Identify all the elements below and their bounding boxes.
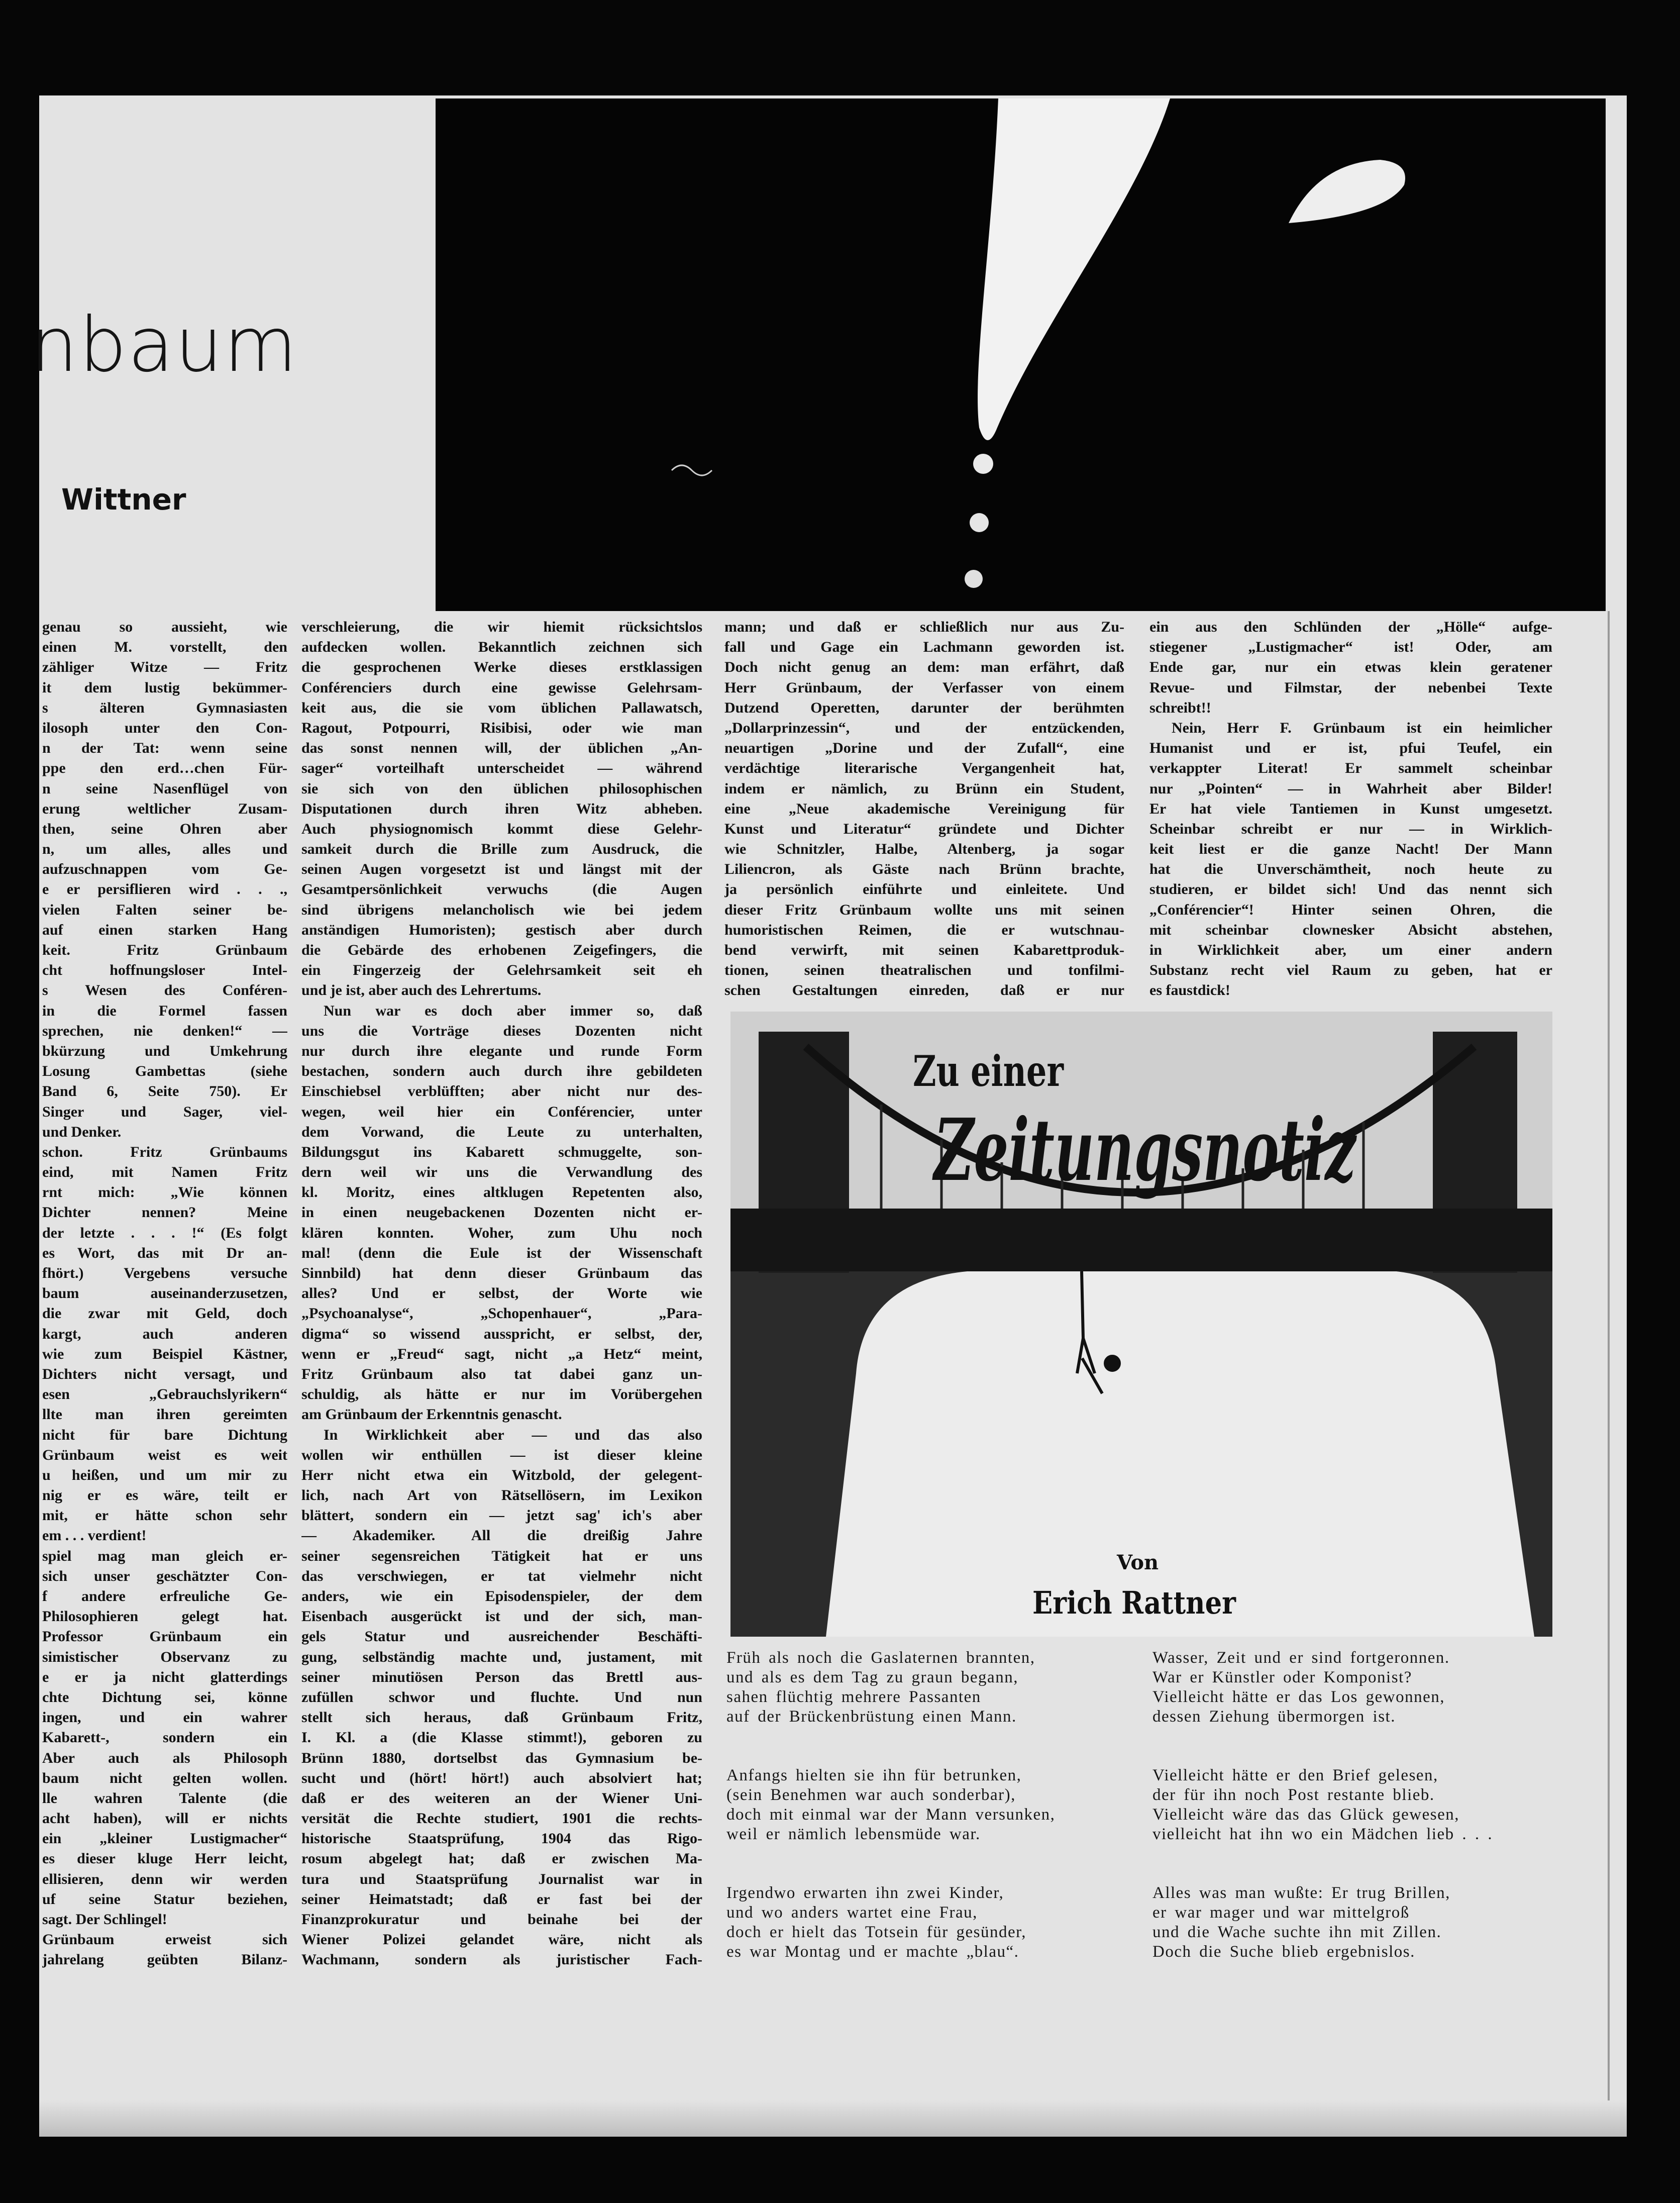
article-text-line: rosum abgelegt hat; daß er zwischen Ma- xyxy=(301,1850,702,1867)
article-text-line: fhört.) Vergebens versuche xyxy=(42,1265,287,1281)
article-text-line: esen „Gebrauchslyrikern“ xyxy=(42,1386,287,1403)
article-text-line: alles? Und er selbst, der Worte wie xyxy=(301,1285,702,1302)
article-text-line: klären konnten. Woher, zum Uhu noch xyxy=(301,1224,702,1241)
article-text-line: Substanz recht viel Raum zu geben, hat er xyxy=(1149,962,1552,979)
article-text-line: bend verwirft, mit seinen Kabarettproduk- xyxy=(724,942,1124,958)
article-text-line: Dichters nicht versagt, und xyxy=(42,1365,287,1382)
article-text-line: in die Formel fassen xyxy=(42,1002,287,1019)
article-text-line: genau so aussieht, wie xyxy=(42,619,287,635)
article-text-line: e er persiflieren wird . . ., xyxy=(42,881,287,898)
poem-line: auf der Brückenbrüstung einen Mann. xyxy=(726,1708,1017,1726)
poem-line: (sein Benehmen war auch sonderbar), xyxy=(726,1786,1016,1804)
article-column-1 xyxy=(42,617,287,1970)
poem-line: War er Künstler oder Komponist? xyxy=(1152,1668,1412,1686)
article-text-line: Herr nicht etwa ein Witzbold, der gelegent- xyxy=(301,1466,702,1483)
river-water xyxy=(826,1270,1534,1637)
portrait-photo xyxy=(436,98,1606,611)
article-text-line: then, seine Ohren aber xyxy=(42,820,287,837)
article-text-line: und Denker. xyxy=(42,1123,122,1140)
article-text-line: „Dollarprinzessin“, und der entzückenden, xyxy=(724,719,1124,736)
article-text-line: lich, nach Art von Rätsellösern, im Lexikon xyxy=(301,1487,702,1504)
poem-line: und als es dem Tag zu graun begann, xyxy=(726,1668,1018,1686)
article-text-line: anders, wie ein Episodenspieler, der dem xyxy=(301,1588,702,1605)
article-text-line: ppe den erd…chen Für- xyxy=(42,760,287,777)
photo-light-shape xyxy=(1289,160,1405,223)
bridge-illustration xyxy=(730,1012,1552,1637)
article-text-line: jahrelang geübten Bilanz- xyxy=(42,1951,287,1968)
article-text-line: keit liest er die ganze Nacht! Der Mann xyxy=(1149,841,1552,858)
article-text-line: Scheinbar schreibt er nur — in Wirklich- xyxy=(1149,820,1552,837)
poem-line: Vielleicht hätte er den Brief gelesen, xyxy=(1152,1766,1438,1784)
article-text-line: indem er nämlich, zu Brünn ein Student, xyxy=(724,780,1124,797)
article-text-line: mit, er hätte schon sehr xyxy=(42,1507,287,1524)
article-text-line: Wachmann, sondern als juristischer Fach- xyxy=(301,1951,702,1968)
article-text-line: Dutzend Operetten, darunter der berühmten xyxy=(724,699,1124,716)
article-text-line: n, um alles, alles und xyxy=(42,841,287,858)
article-text-line: baum auseinanderzusetzen, xyxy=(42,1285,287,1302)
article-text-line: dieser Fritz Grünbaum wollte uns mit seinen xyxy=(724,901,1124,918)
article-text-line: ellisieren, denn wir werden xyxy=(42,1870,287,1887)
poem-line: Früh als noch die Gaslaternen brannten, xyxy=(726,1649,1035,1667)
article-text-line: Herr Grünbaum, der Verfasser von einem xyxy=(724,679,1124,696)
article-text-line: das verschwiegen, er tat vielmehr nicht xyxy=(301,1567,702,1584)
article-text-line: spiel mag man gleich er- xyxy=(42,1547,287,1564)
article-text-line: Revue- und Filmstar, der nebenbei Texte xyxy=(1149,679,1552,696)
article-text-line: Band 6, Seite 750). Er xyxy=(42,1083,287,1100)
article-text-line: schuldig, als hätte er nur im Vorübergehen xyxy=(301,1386,702,1403)
article-column-2 xyxy=(301,617,702,1970)
article-text-line: wegen, weil hier ein Conférencier, unter xyxy=(301,1103,702,1120)
article-text-line: Professor Grünbaum ein xyxy=(42,1628,287,1645)
poem-stanza xyxy=(1152,1883,1493,1962)
article-text-line: in Wirklichkeit aber, um einer andern xyxy=(1149,942,1552,958)
article-text-line: es dieser kluge Herr leicht, xyxy=(42,1850,287,1867)
poem-line: sahen flüchtig mehrere Passanten xyxy=(726,1688,981,1706)
photo-light-dot xyxy=(973,454,993,474)
article-text-line: Sinnbild) hat denn dieser Grünbaum das xyxy=(301,1265,702,1281)
poem-stanza xyxy=(726,1648,1055,1727)
article-text-line: auf einen starken Hang xyxy=(42,921,287,938)
article-text-line: einen M. vorstellt, den xyxy=(42,639,287,656)
article-text-line: mann; und daß er schließlich nur aus Zu- xyxy=(724,619,1124,635)
paper-fold-line xyxy=(1608,611,1610,2129)
article-text-line: Liliencron, als Gäste nach Brünn brachte, xyxy=(724,861,1124,878)
article-column-3 xyxy=(724,617,1124,1001)
article-text-line: Losung Gambettas (siehe xyxy=(42,1063,287,1080)
article-text-line: verdächtige literarische Vergangenheit hat, xyxy=(724,760,1124,777)
poem-line: es war Montag und er machte „blau“. xyxy=(726,1943,1019,1961)
article-text-line: Doch nicht genug an dem: man erfährt, daß xyxy=(724,659,1124,676)
article-text-line: ilosoph unter den Con- xyxy=(42,719,287,736)
article-text-line: em . . . verdient! xyxy=(42,1527,147,1544)
article-text-line: Grünbaum erweist sich xyxy=(42,1931,287,1948)
article-text-line: Disputationen durch ihren Witz abheben. xyxy=(301,800,702,817)
article-text-line: Aber auch als Philosoph xyxy=(42,1749,287,1766)
article-text-line: wenn er „Freud“ sagt, nicht „a Hetz“ meint, xyxy=(301,1345,702,1362)
article-text-line: schon. Fritz Grünbaums xyxy=(42,1143,287,1160)
article-text-line: verkappter Literat! Er sammelt scheinbar xyxy=(1149,760,1552,777)
article-text-line: humoristischen Reimen, die er wutschnau- xyxy=(724,921,1124,938)
photo-light-dot xyxy=(965,570,983,588)
article-text-line: schreibt!! xyxy=(1149,699,1211,716)
article-text-line: gung, selbständig machte und, justament, mit xyxy=(301,1648,702,1665)
article-text-line: Einschiebsel verblüfften; aber nicht nur des- xyxy=(301,1083,702,1100)
illustration-title-line2: Zeitungsnotiz xyxy=(932,1100,1357,1200)
article-text-line: keit aus, die sie vom üblichen Pallawatsch, xyxy=(301,699,702,716)
headline-fragment: nbaum xyxy=(30,302,298,389)
article-text-line: erung weltlicher Zusam- xyxy=(42,800,287,817)
article-text-line: fall und Gage ein Lachmann geworden ist. xyxy=(724,639,1124,656)
article-text-line: mal! (denn die Eule ist der Wissenschaft xyxy=(301,1244,702,1261)
article-text-line: Conférenciers durch eine gewisse Gelehrsam- xyxy=(301,679,702,696)
article-text-line: Humanist und er ist, pfui Teufel, ein xyxy=(1149,740,1552,757)
article-text-line: neuartigen „Dorine und der Zufall“, eine xyxy=(724,740,1124,757)
article-text-line: wie Schnitzler, Halbe, Altenberg, ja sogar xyxy=(724,841,1124,858)
poem-stanza xyxy=(1152,1648,1493,1727)
article-text-line: Auch physiognomisch kommt diese Gelehr- xyxy=(301,820,702,837)
article-text-line: Kunst und Literatur“ gründete und Dichter xyxy=(724,820,1124,837)
article-text-line: in einen neugebackenen Dozenten nicht er- xyxy=(301,1204,702,1221)
photo-image xyxy=(436,98,1606,611)
poem-stanza xyxy=(1152,1766,1493,1844)
article-text-line: ein aus den Schlünden der „Hölle“ aufge- xyxy=(1149,619,1552,635)
article-text-line: seiner segensreichen Tätigkeit hat er uns xyxy=(301,1547,702,1564)
article-text-line: historische Staatsprüfung, 1904 das Rigo- xyxy=(301,1830,702,1847)
article-text-line: seiner Heimatstadt; daß er fast bei der xyxy=(301,1890,702,1908)
article-text-line: dern weil wir uns die Verwandlung des xyxy=(301,1164,702,1181)
article-text-line: Singer und Sager, viel- xyxy=(42,1103,287,1120)
byline-prefix: Von xyxy=(1117,1551,1159,1574)
poem-line: er war mager und war mittelgroß xyxy=(1152,1904,1410,1922)
article-text-line: uns die Vorträge dieses Dozenten nicht xyxy=(301,1022,702,1039)
illustration-title-line1: Zu einer xyxy=(913,1046,1065,1096)
poem-line: Anfangs hielten sie ihn für betrunken, xyxy=(726,1766,1022,1784)
article-text-line: Ragout, Potpourri, Risibisi, oder wie man xyxy=(301,719,702,736)
article-text-line: die Gebärde des erhobenen Zeigefingers, die xyxy=(301,942,702,958)
author-name: Wittner xyxy=(61,482,186,517)
article-text-line: eine „Neue akademische Vereinigung für xyxy=(724,800,1124,817)
article-text-line: Bildungsgut ins Kabarett schmuggelte, son- xyxy=(301,1143,702,1160)
article-text-line: vielen Falten seiner be- xyxy=(42,901,287,918)
photo-light-streak xyxy=(978,98,1170,440)
article-text-line: ingen, und ein wahrer xyxy=(42,1709,287,1726)
paper-bottom-edge xyxy=(39,2100,1627,2137)
article-text-line: Ende gar, nur ein etwas klein geratener xyxy=(1149,659,1552,676)
article-text-line: schen Gestaltungen einreden, daß er nur xyxy=(724,982,1124,999)
article-text-line: ja persönlich einführte und einleitete. Und xyxy=(724,881,1124,898)
article-text-line: Dichter nennen? Meine xyxy=(42,1204,287,1221)
article-text-line: die gesprochenen Werke dieses erstklassigen xyxy=(301,659,702,676)
poem-stanza xyxy=(726,1883,1055,1962)
article-column-4 xyxy=(1149,617,1552,1001)
article-text-line: aufdecken wollen. Bekanntlich zeichnen sich xyxy=(301,639,702,656)
poem-line: Vielleicht hätte er das Los gewonnen, xyxy=(1152,1688,1445,1706)
article-text-line: ein „kleiner Lustigmacher“ xyxy=(42,1830,287,1847)
article-text-line: Gesamtpersönlichkeit verwuchs (die Augen xyxy=(301,881,702,898)
article-text-line: „Psychoanalyse“, „Schopenhauer“, „Para- xyxy=(301,1305,702,1322)
article-text-line: wollen wir enthüllen — ist dieser kleine xyxy=(301,1446,702,1463)
poem-line: Wasser, Zeit und er sind fortgeronnen. xyxy=(1152,1649,1450,1667)
article-text-line: nur „Pointen“ — in Wahrheit aber Bilder! xyxy=(1149,780,1552,797)
article-text-line: samkeit durch die Brille zum Ausdruck, die xyxy=(301,841,702,858)
article-text-line: es Wort, das mit Dr an- xyxy=(42,1244,287,1261)
article-text-line: s Wesen des Conféren- xyxy=(42,982,287,999)
article-text-line: I. Kl. a (die Klasse stimmt!), geboren zu xyxy=(301,1729,702,1746)
article-text-line: kargt, auch anderen xyxy=(42,1325,287,1342)
article-text-line: mit scheinbar clownesker Absicht abstehen, xyxy=(1149,921,1552,938)
article-text-line: sie sich von den üblichen philosophischen xyxy=(301,780,702,797)
poem-line: doch er hielt das Totsein für gesünder, xyxy=(726,1923,1027,1941)
poem-stanza xyxy=(726,1766,1055,1844)
article-text-line: it dem lustig bekümmer- xyxy=(42,679,287,696)
article-text-line: das sonst nennen will, der üblichen „An- xyxy=(301,740,702,757)
article-text-line: und je ist, aber auch des Lehrertums. xyxy=(301,982,542,999)
article-text-line: In Wirklichkeit aber — und das also xyxy=(324,1426,702,1443)
article-text-line: daß er des weiteren an der Wiener Uni- xyxy=(301,1789,702,1807)
poem-line: weil er nämlich lebensmüde war. xyxy=(726,1825,981,1843)
article-text-line: Brünn 1880, dortselbst das Gymnasium be- xyxy=(301,1749,702,1766)
article-text-line: nicht für bare Dichtung xyxy=(42,1426,287,1443)
poem-line: Doch die Suche blieb ergebnislos. xyxy=(1152,1943,1415,1961)
poem-line: vielleicht hat ihn wo ein Mädchen lieb . . . xyxy=(1152,1825,1493,1843)
article-text-line: dem Vorwand, die Leute zu unterhalten, xyxy=(301,1123,702,1140)
article-text-line: tionen, seinen theatralischen und tonfilmi- xyxy=(724,962,1124,979)
poem-column-right xyxy=(1152,1648,1493,2001)
article-text-line: n seine Nasenflügel von xyxy=(42,780,287,797)
poem-line: Irgendwo erwarten ihn zwei Kinder, xyxy=(726,1884,1004,1902)
article-text-line: Wiener Polizei gelandet wäre, nicht als xyxy=(301,1931,702,1948)
article-text-line: tura und Staatsprüfung Journalist war in xyxy=(301,1870,702,1887)
bridge-drawing xyxy=(730,1012,1552,1637)
poem-line: Vielleicht wäre das das Glück gewesen, xyxy=(1152,1806,1459,1824)
article-text-line: baum nicht gelten wollen. xyxy=(42,1769,287,1786)
article-text-line: Philosophieren gelegt hat. xyxy=(42,1608,287,1625)
article-text-line: nur durch ihre elegante und runde Form xyxy=(301,1042,702,1059)
poem-line: und wo anders wartet eine Frau, xyxy=(726,1904,978,1922)
article-text-line: n der Tat: wenn seine xyxy=(42,740,287,757)
photo-light-dot xyxy=(970,513,989,532)
poem-line: dessen Ziehung übermorgen ist. xyxy=(1152,1708,1396,1726)
poem-column-left xyxy=(726,1648,1055,2001)
article-text-line: die zwar mit Geld, doch xyxy=(42,1305,287,1322)
article-text-line: der letzte . . . !“ (Es folgt xyxy=(42,1224,287,1241)
article-text-line: s älteren Gymnasiasten xyxy=(42,699,287,716)
article-text-line: sind übrigens melancholisch wie bei jedem xyxy=(301,901,702,918)
article-text-line: Nun war es doch aber immer so, daß xyxy=(324,1002,702,1019)
poem-line: und die Wache suchte ihn mit Zillen. xyxy=(1152,1923,1442,1941)
article-text-line: cht hoffnungsloser Intel- xyxy=(42,962,287,979)
article-text-line: sprechen, nie denken!“ — xyxy=(42,1022,287,1039)
article-text-line: aufzuschnappen vom Ge- xyxy=(42,861,287,878)
article-text-line: Fritz Grünbaum also tat dabei ganz un- xyxy=(301,1365,702,1382)
article-text-line: anständigen Humoristen); gestisch aber durch xyxy=(301,921,702,938)
article-text-line: gels Statur und ausreichender Beschäfti- xyxy=(301,1628,702,1645)
article-text-line: — Akademiker. All die dreißig Jahre xyxy=(301,1527,702,1544)
article-text-line: am Grünbaum der Erkenntnis genascht. xyxy=(301,1406,562,1423)
article-text-line: Eisenbach ausgerückt ist und der sich, man- xyxy=(301,1608,702,1625)
article-text-line: blättert, sondern ein — jetzt sag' ich's aber xyxy=(301,1507,702,1524)
byline-name: Erich Rattner xyxy=(1032,1584,1237,1621)
article-text-line: bkürzung und Umkehrung xyxy=(42,1042,287,1059)
article-text-line: uf seine Statur beziehen, xyxy=(42,1890,287,1908)
article-text-line: f andere erfreuliche Ge- xyxy=(42,1588,287,1605)
article-text-line: rnt mich: „Wie können xyxy=(42,1184,287,1201)
article-text-line: eind, mit Namen Fritz xyxy=(42,1164,287,1181)
article-text-line: u heißen, und um mir zu xyxy=(42,1466,287,1483)
article-text-line: sager“ vorteilhaft unterscheidet — während xyxy=(301,760,702,777)
article-text-line: seinen Augen vorgesetzt ist und längst mit der xyxy=(301,861,702,878)
article-text-line: e er ja nicht glatterdings xyxy=(42,1668,287,1685)
article-text-line: Er hat viele Tantiemen in Kunst umgesetzt. xyxy=(1149,800,1552,817)
article-text-line: stiegener „Lustigmacher“ ist! Oder, am xyxy=(1149,639,1552,656)
poem-line: doch mit einmal war der Mann versunken, xyxy=(726,1806,1056,1824)
article-text-line: Nein, Herr F. Grünbaum ist ein heimlicher xyxy=(1172,719,1552,736)
article-text-line: hat die Unverschämtheit, noch heute zu xyxy=(1149,861,1552,878)
article-text-line: stellt sich heraus, daß Grünbaum Fritz, xyxy=(301,1709,702,1726)
article-text-line: acht haben), will er nichts xyxy=(42,1810,287,1827)
article-text-line: bestachen, sondern auch durch ihre gebildeten xyxy=(301,1063,702,1080)
article-text-line: sagt. Der Schlingel! xyxy=(42,1911,167,1928)
article-text-line: keit. Fritz Grünbaum xyxy=(42,942,287,958)
article-text-line: ein Fingerzeig der Gelehrsamkeit seit eh xyxy=(301,962,702,979)
article-text-line: nig er es wäre, teilt er xyxy=(42,1487,287,1504)
article-text-line: wie zum Beispiel Kästner, xyxy=(42,1345,287,1362)
article-text-line: digma“ so wissend ausspricht, er selbst, der, xyxy=(301,1325,702,1342)
article-text-line: sich unser geschätzter Con- xyxy=(42,1567,287,1584)
article-text-line: seiner minutiösen Person das Brettl aus- xyxy=(301,1668,702,1685)
poem-line: Alles was man wußte: Er trug Brillen, xyxy=(1152,1884,1450,1902)
article-text-line: „Conférencier“! Hinter seinen Ohren, die xyxy=(1149,901,1552,918)
article-text-line: sucht und (hört! hört!) auch absolviert hat; xyxy=(301,1769,702,1786)
article-text-line: studieren, er bildet sich! Und das nennt sich xyxy=(1149,881,1552,898)
poem-line: der für ihn noch Post restante blieb. xyxy=(1152,1786,1435,1804)
bridge-deck xyxy=(730,1209,1552,1271)
article-text-line: versität die Rechte studiert, 1901 die rechts- xyxy=(301,1810,702,1827)
article-text-line: verschleierung, die wir hiemit rücksichtslos xyxy=(301,619,702,635)
article-text-line: Kabarett-, sondern ein xyxy=(42,1729,287,1746)
article-text-line: llte man ihren gereimten xyxy=(42,1406,287,1423)
article-text-line: chte Dichtung sei, könne xyxy=(42,1688,287,1706)
article-text-line: Finanzprokuratur und beinahe bei der xyxy=(301,1911,702,1928)
article-text-line: kl. Moritz, eines altklugen Repetenten also, xyxy=(301,1184,702,1201)
photo-scratch xyxy=(672,465,712,475)
article-text-line: zufüllen schwor und fluchte. Und nun xyxy=(301,1688,702,1706)
article-text-line: lle wahren Talente (die xyxy=(42,1789,287,1807)
article-text-line: Grünbaum weist es weit xyxy=(42,1446,287,1463)
article-text-line: simistischer Observanz zu xyxy=(42,1648,287,1665)
article-text-line: zähliger Witze — Fritz xyxy=(42,659,287,676)
article-text-line: es faustdick! xyxy=(1149,982,1230,999)
